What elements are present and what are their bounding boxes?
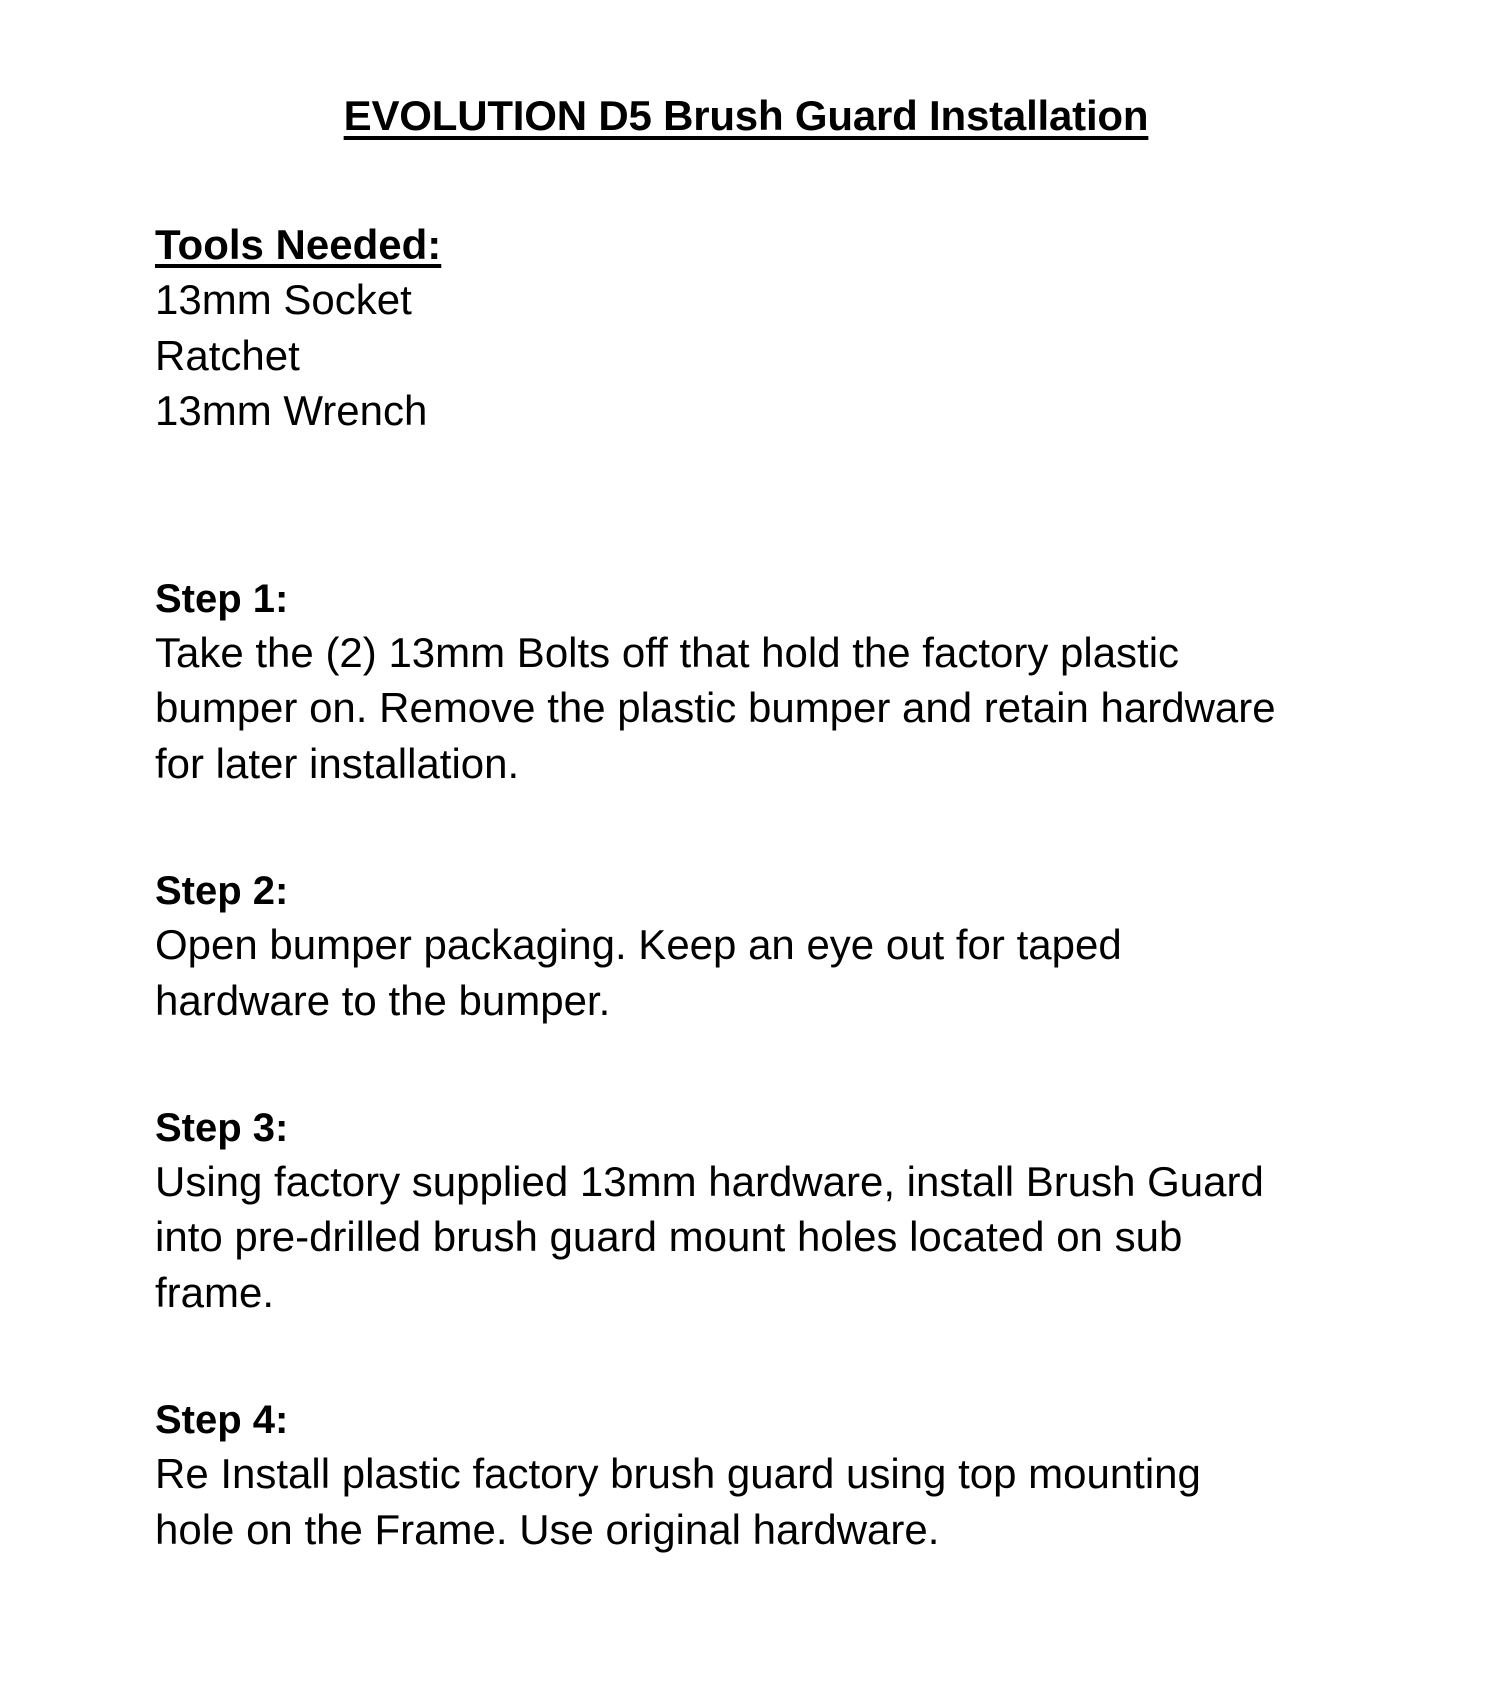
- step-text: Open bumper packaging. Keep an eye out for taped hardware to the bumper.: [155, 921, 1122, 1024]
- tool-item: 13mm Socket: [155, 276, 412, 324]
- step-text: Using factory supplied 13mm hardware, install Brush Guard into pre-drilled brush guard mount holes located on sub frame.: [155, 1157, 1264, 1316]
- tool-item: Ratchet: [155, 331, 300, 379]
- step-1: [155, 573, 1342, 791]
- page-title: EVOLUTION D5 Brush Guard Installation: [343, 92, 1149, 139]
- step-4: [155, 1394, 1342, 1557]
- tools-needed-heading: Tools Needed:: [155, 221, 442, 268]
- section-spacer: [155, 439, 1342, 499]
- document-body: [0, 140, 1492, 1557]
- step-label: Step 4:: [155, 1398, 289, 1443]
- step-2: [155, 865, 1342, 1028]
- step-label: Step 2:: [155, 869, 289, 914]
- step-3: [155, 1102, 1342, 1320]
- step-text: Re Install plastic factory brush guard using top mounting hole on the Frame. Use original hardware.: [155, 1450, 1201, 1553]
- tool-item: 13mm Wrench: [155, 387, 428, 435]
- tools-section: [155, 140, 1342, 439]
- step-label: Step 3:: [155, 1105, 289, 1150]
- step-label: Step 1:: [155, 576, 289, 621]
- step-text: Take the (2) 13mm Bolts off that hold the factory plastic bumper on. Remove the plastic bumper and retain hardware for later installation.: [155, 628, 1276, 787]
